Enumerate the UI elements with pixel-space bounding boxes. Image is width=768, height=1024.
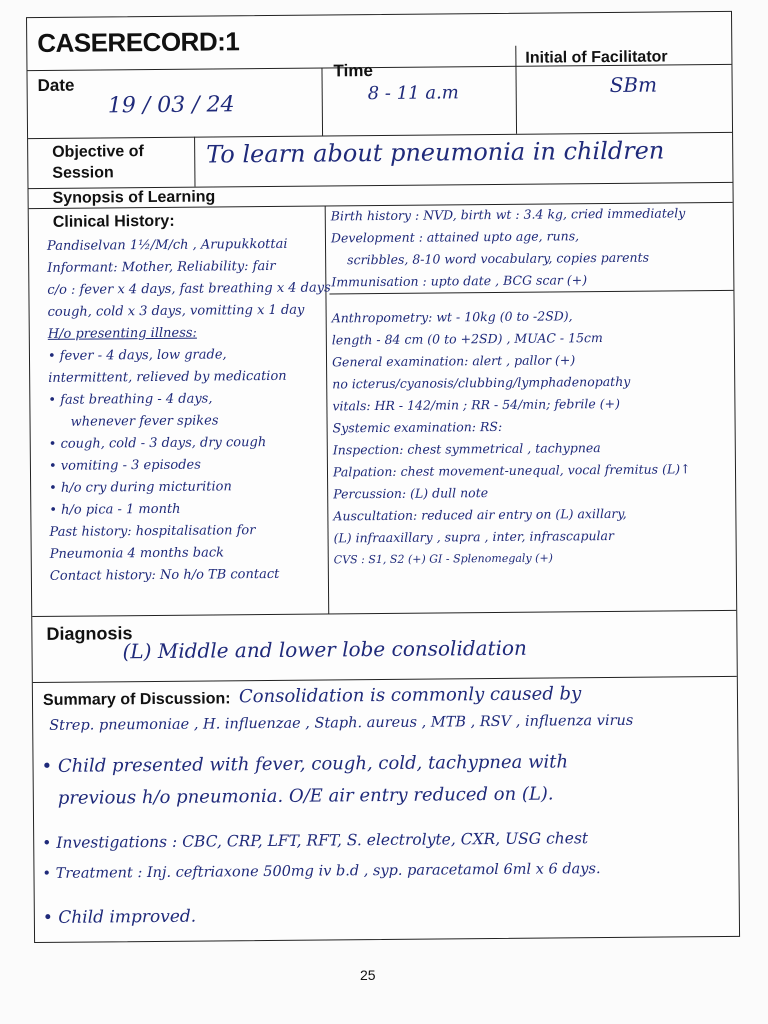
right-line: Auscultation: reduced air entry on (L) axillary,	[333, 505, 627, 524]
history-line: • h/o cry during micturition	[49, 479, 232, 496]
right-line: Development : attained upto age, runs,	[330, 228, 580, 246]
summary-line: Strep. pneumoniae , H. influenzae , Staph. aureus , MTB , RSV , influenza virus	[49, 712, 634, 734]
history-line: • h/o pica - 1 month	[49, 501, 181, 518]
time-label: Time	[333, 61, 373, 81]
date-label: Date	[37, 75, 75, 95]
objective-label-2: Session	[52, 164, 114, 182]
clinical-history-label: Clinical History:	[52, 212, 175, 231]
diagnosis-label: Diagnosis	[46, 623, 133, 644]
right-line: Palpation: chest movement-unequal, vocal fremitus (L)↑	[332, 461, 691, 480]
right-line: Immunisation : upto date , BCG scar (+)	[331, 272, 588, 290]
right-line: Birth history : NVD, birth wt : 3.4 kg, cried immediately	[330, 205, 686, 224]
page-number: 25	[360, 967, 376, 983]
facilitator-label: Initial of Facilitator	[525, 48, 668, 67]
summary-line: • Child presented with fever, cough, cold, tachypnea with	[41, 751, 569, 777]
history-line: • fast breathing - 4 days,	[48, 391, 213, 408]
right-line: no icterus/cyanosis/clubbing/lymphadenopathy	[332, 373, 631, 392]
diagnosis-value: (L) Middle and lower lobe consolidation	[122, 635, 527, 664]
history-line: c/o : fever x 4 days, fast breathing x 4 days	[47, 280, 331, 298]
right-line: Inspection: chest symmetrical , tachypnea	[332, 440, 601, 458]
right-line: (L) infraaxillary , supra , inter, infrascapular	[333, 527, 614, 546]
history-line: intermittent, relieved by medication	[48, 368, 287, 386]
time-value: 8 - 11 a.m	[367, 82, 459, 105]
summary-line: • Investigations : CBC, CRP, LFT, RFT, S. electrolyte, CXR, USG chest	[42, 829, 589, 852]
right-line: length - 84 cm (0 to +2SD) , MUAC - 15cm	[331, 330, 603, 348]
case-record-title: CASERECORD:1	[37, 26, 240, 58]
history-line: whenever fever spikes	[70, 413, 219, 430]
history-line: cough, cold x 3 days, vomitting x 1 day	[47, 302, 305, 320]
summary-line: Consolidation is commonly caused by	[238, 683, 582, 708]
right-history-list	[331, 202, 692, 571]
history-line: Contact history: No h/o TB contact	[49, 566, 280, 584]
clinical-history-list	[47, 233, 333, 587]
case-record-sheet	[26, 11, 740, 943]
summary-line: • Treatment : Inj. ceftriaxone 500mg iv b.d , syp. paracetamol 6ml x 6 days.	[42, 861, 601, 882]
history-line: Pneumonia 4 months back	[49, 545, 225, 562]
history-line: Informant: Mother, Reliability: fair	[47, 258, 276, 276]
date-value: 19 / 03 / 24	[107, 92, 235, 119]
history-line: H/o presenting illness:	[47, 325, 197, 342]
history-line: • cough, cold - 3 days, dry cough	[48, 435, 267, 452]
synopsis-label: Synopsis of Learning	[52, 188, 216, 207]
objective-label-1: Objective of	[52, 143, 144, 161]
history-line: Past history: hospitalisation for	[49, 523, 256, 540]
summary-line: • Child improved.	[42, 906, 197, 928]
right-line: scribbles, 8-10 word vocabulary, copies parents	[347, 249, 650, 268]
history-line: Pandiselvan 1½/M/ch , Arupukkottai	[46, 236, 288, 254]
summary-label: Summary of Discussion:	[42, 690, 231, 709]
objective-value: To learn about pneumonia in children	[206, 136, 665, 169]
right-line: vitals: HR - 142/min ; RR - 54/min; febrile (+)	[332, 395, 621, 414]
right-line: Percussion: (L) dull note	[333, 485, 489, 502]
right-line: Systemic examination: RS:	[332, 418, 503, 436]
history-line: • fever - 4 days, low grade,	[47, 347, 227, 364]
summary-line: previous h/o pneumonia. O/E air entry reduced on (L).	[57, 783, 554, 809]
facilitator-initial: SBm	[609, 72, 658, 97]
right-line: Anthropometry: wt - 10kg (0 to -2SD),	[331, 308, 573, 326]
history-line: • vomiting - 3 episodes	[48, 457, 201, 474]
right-line: CVS : S1, S2 (+) GI - Splenomegaly (+)	[333, 551, 553, 567]
right-line: General examination: alert , pallor (+)	[331, 352, 576, 370]
